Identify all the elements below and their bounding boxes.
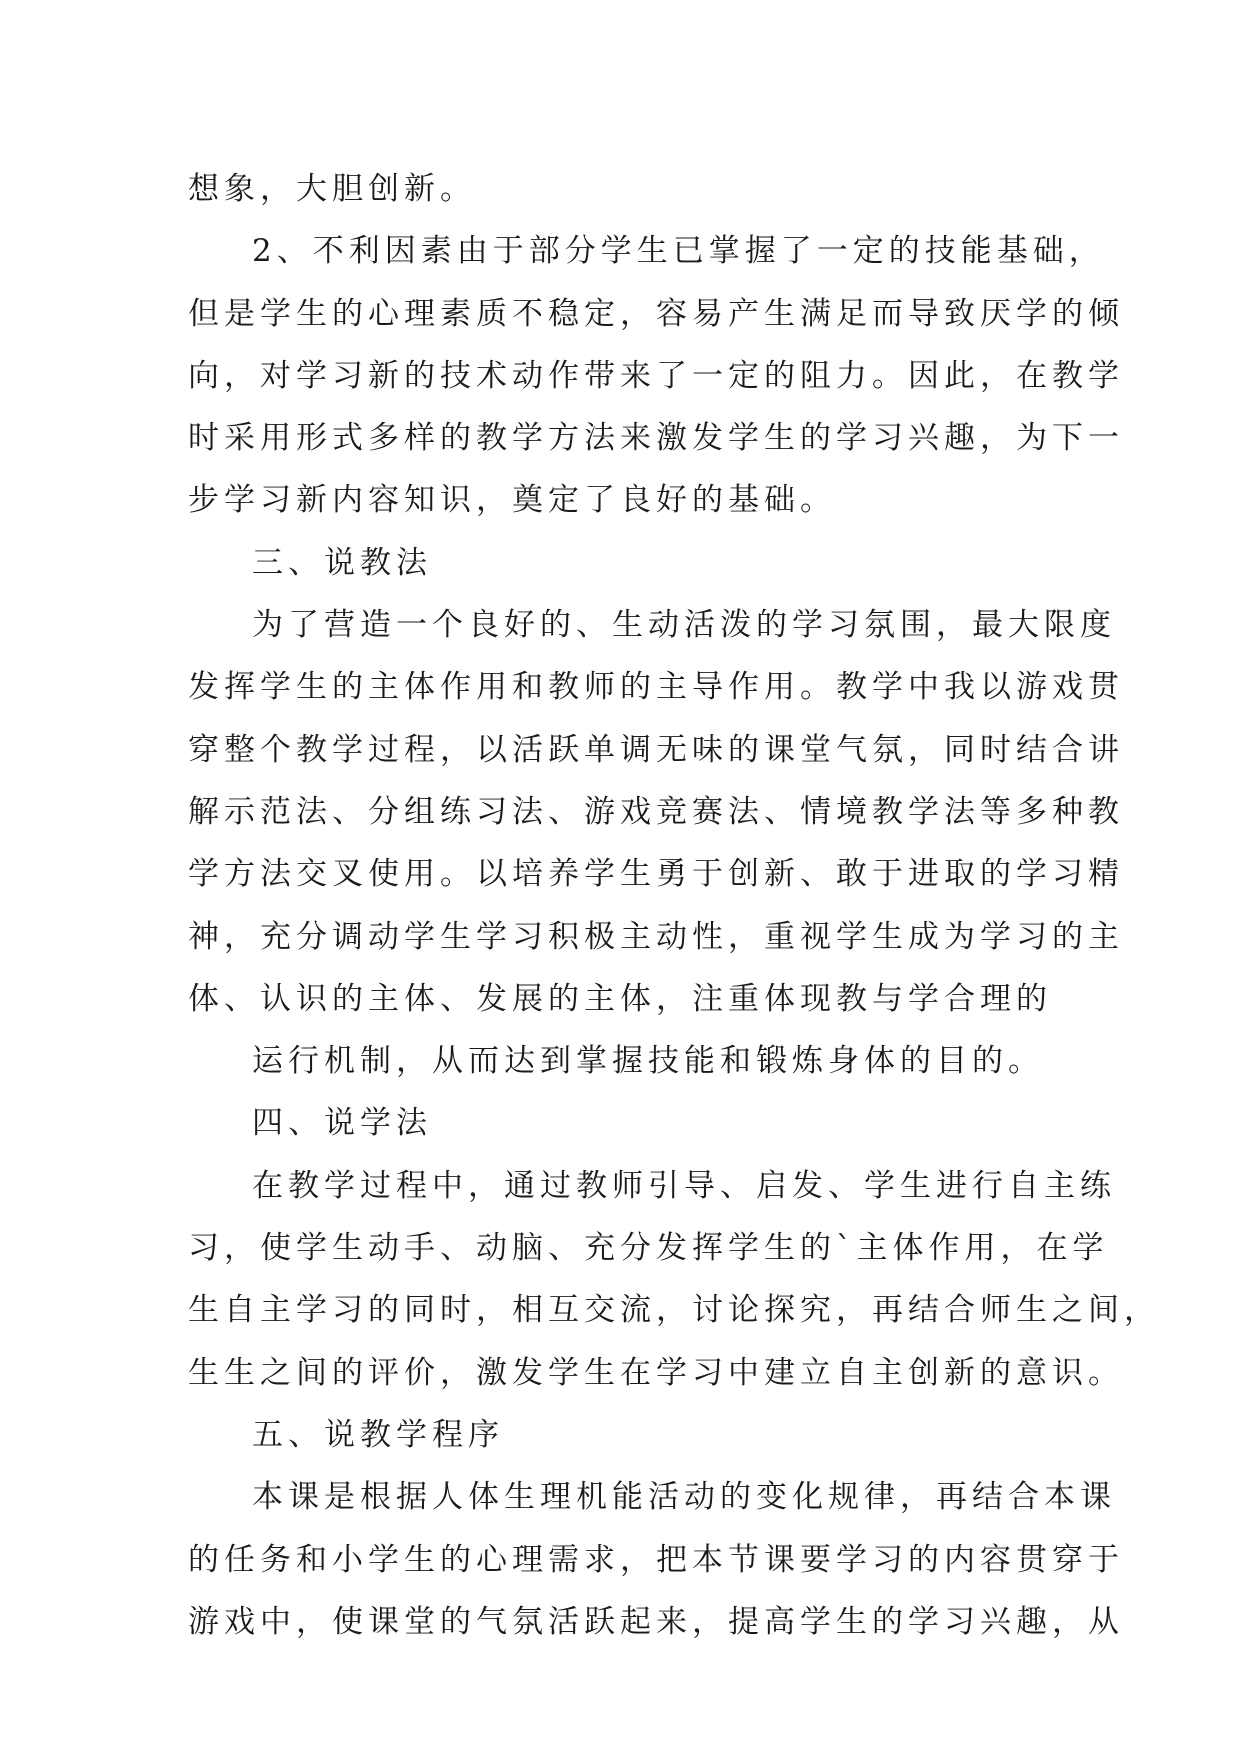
- text-line: 时采用形式多样的教学方法来激发学生的学习兴趣，为下一: [188, 420, 1124, 457]
- paragraph: [188, 1404, 1068, 1466]
- paragraph: [188, 158, 1068, 220]
- text-line: 生自主学习的同时，相互交流，讨论探究，再结合师生之间，: [188, 1292, 1160, 1329]
- text-line: 三、说教法: [252, 544, 432, 581]
- text-line: 的任务和小学生的心理需求，把本节课要学习的内容贯穿于: [188, 1541, 1124, 1578]
- text-line: 生生之间的评价，激发学生在学习中建立自主创新的意识。: [188, 1354, 1124, 1391]
- paragraph: [188, 1155, 1160, 1404]
- text-line: 本课是根据人体生理机能活动的变化规律，再结合本课: [252, 1479, 1116, 1516]
- paragraph: [188, 532, 1068, 594]
- paragraph: [188, 220, 1124, 531]
- text-line: 四、说学法: [252, 1105, 432, 1142]
- text-line: 体、认识的主体、发展的主体，注重体现教与学合理的: [188, 980, 1052, 1017]
- paragraph: [188, 1030, 1068, 1092]
- text-line: 2、不利因素由于部分学生已掌握了一定的技能基础，: [252, 233, 1105, 270]
- text-line: 向，对学习新的技术动作带来了一定的阻力。因此，在教学: [188, 357, 1124, 394]
- text-line: 在教学过程中，通过教师引导、启发、学生进行自主练: [252, 1167, 1116, 1204]
- text-line: 五、说教学程序: [252, 1416, 504, 1453]
- text-line: 运行机制，从而达到掌握技能和锻炼身体的目的。: [252, 1043, 1044, 1080]
- paragraph: [188, 1092, 1068, 1154]
- text-line: 解示范法、分组练习法、游戏竞赛法、情境教学法等多种教: [188, 793, 1124, 830]
- paragraph: [188, 594, 1124, 1030]
- text-line: 游戏中，使课堂的气氛活跃起来，提高学生的学习兴趣，从: [188, 1603, 1124, 1640]
- text-line: 神，充分调动学生学习积极主动性，重视学生成为学习的主: [188, 918, 1124, 955]
- text-line: 想象，大胆创新。: [188, 171, 476, 207]
- text-line: 发挥学生的主体作用和教师的主导作用。教学中我以游戏贯: [188, 669, 1124, 706]
- text-line: 学方法交叉使用。以培养学生勇于创新、敢于进取的学习精: [188, 856, 1124, 893]
- paragraph: [188, 1466, 1124, 1653]
- text-line: 穿整个教学过程，以活跃单调无味的课堂气氛，同时结合讲: [188, 731, 1124, 768]
- text-line: 习，使学生动手、动脑、充分发挥学生的`主体作用，在学: [188, 1230, 1109, 1267]
- document-body: [188, 158, 1160, 1653]
- text-line: 为了营造一个良好的、生动活泼的学习氛围，最大限度: [252, 607, 1116, 644]
- text-line: 步学习新内容知识，奠定了良好的基础。: [188, 482, 836, 519]
- text-line: 但是学生的心理素质不稳定，容易产生满足而导致厌学的倾: [188, 295, 1124, 332]
